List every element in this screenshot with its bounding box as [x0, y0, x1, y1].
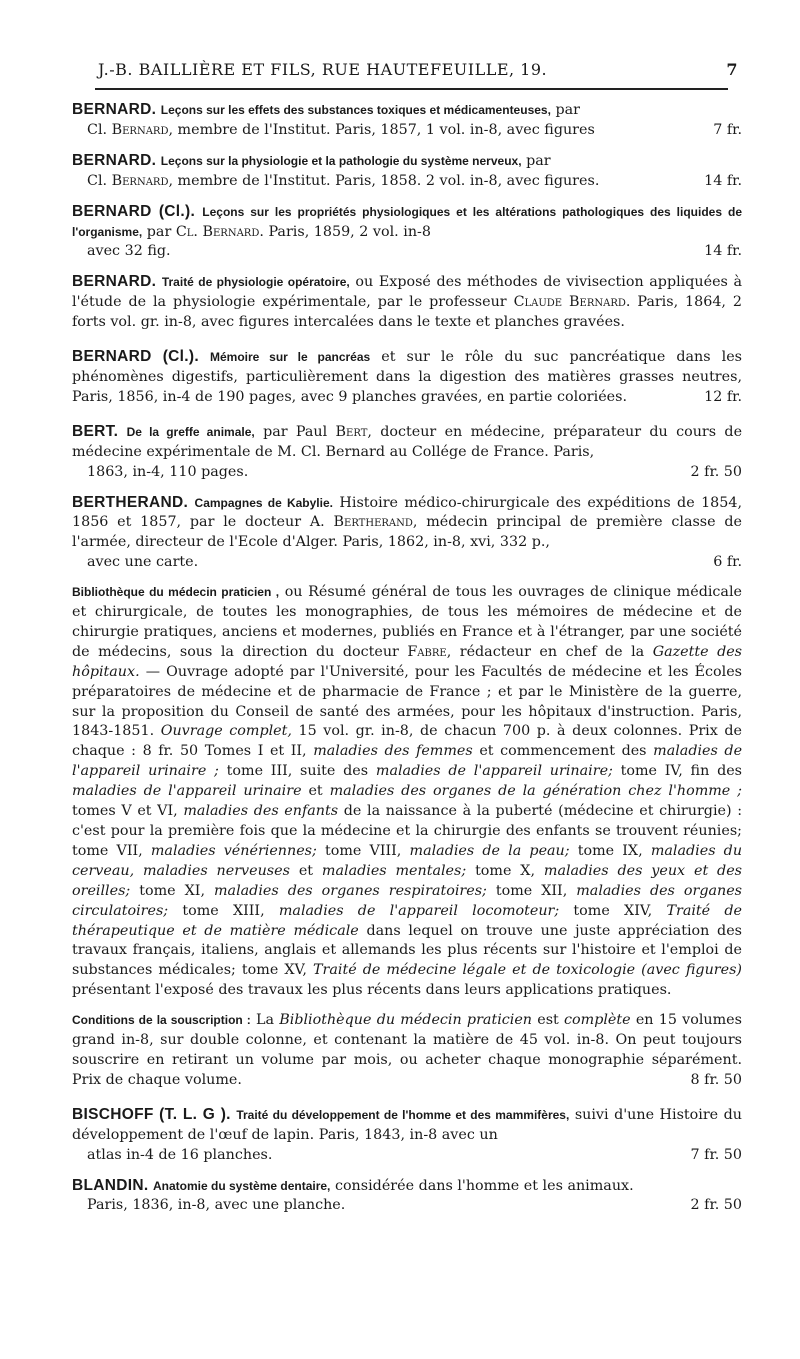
- catalogue-entry: [72, 1105, 742, 1166]
- catalogue-entry: [72, 493, 742, 574]
- conditions-heading: Conditions de la souscription :: [72, 1013, 251, 1028]
- entry-title: Leçons sur les propriétés physiologiques et les altérations pathologiques des liquides de l'organisme,: [72, 204, 742, 239]
- entry-title: Traité du développement de l'homme et des mammifères,: [236, 1107, 570, 1122]
- entry-author-name: Claude Bernard.: [513, 294, 631, 311]
- entry-price-line: [72, 121, 742, 141]
- header-rule: [95, 88, 728, 90]
- entry-price: 8 fr. 50: [690, 1071, 742, 1088]
- entry-author: BERTHERAND.: [72, 493, 189, 511]
- entry-price-line: [72, 463, 742, 483]
- entry-author: BERNARD.: [72, 273, 157, 291]
- catalogue-entry: [72, 422, 742, 483]
- entry-title: Campagnes de Kabylie.: [194, 495, 333, 510]
- entry-text: par: [555, 102, 580, 118]
- entry-price: 2 fr. 50: [690, 1197, 742, 1214]
- page-number: 7: [726, 60, 738, 79]
- entry-details: 1863, in-4, 110 pages.: [87, 463, 249, 480]
- catalogue-entry: [72, 202, 742, 263]
- entry-text: suivi d'une Histoire du développement de l'œuf de lapin. Paris, 1843, in-8 avec un: [72, 1106, 743, 1143]
- entry-text: par: [526, 152, 551, 169]
- entry-price: 2 fr. 50: [690, 463, 742, 480]
- entry-author: BERNARD (Cl.).: [72, 348, 199, 366]
- subscription-conditions: Conditions de la souscription : La Bibliothèque du médecin praticien est complète en 15 volumes grand in-8, sur double colonne, et contenant la matière de 45 vol. in-8. On peut toujours souscrire en retirant un volume par mois, ou acheter chaque monographie séparément. Prix de chaque volume. 8 fr. 50: [72, 1011, 742, 1091]
- entry-author: BISCHOFF (T. L. G ).: [72, 1105, 231, 1123]
- entry-text: et sur le rôle du suc pancréatique dans les phénomènes digestifs, particulièrement dans la digestion des matières grasses neutres, Paris, 1856, in-4 de 190 pages, avec 9 planches gravées, en partie coloriées.: [72, 349, 742, 405]
- entry-title: Traité de physiologie opératoire,: [161, 275, 350, 290]
- entry-title: Leçons sur la physiologie et la pathologie du système nerveux,: [160, 153, 522, 168]
- entry-text: Paris, 1864, 2 forts vol. gr. in-8, avec figures intercalées dans le texte et planches gravées.: [72, 294, 742, 331]
- entry-author-name: Cl. Bernard.: [175, 223, 264, 240]
- entry-text: ou Exposé des méthodes de vivisection appliquées à l'étude de la physiologie expérimentale, par le professeur: [72, 274, 742, 311]
- entry-price: 6 fr.: [713, 554, 742, 571]
- entry-title: De la greffe animale,: [126, 424, 255, 439]
- entry-author: BERNARD (Cl.).: [72, 202, 196, 220]
- entry-title: Bibliothèque du médecin praticien ,: [72, 585, 280, 600]
- catalogue-entry: [72, 272, 742, 333]
- entry-author: BERNARD.: [72, 151, 157, 169]
- catalogue-entry: [72, 347, 742, 408]
- entry-title: Anatomie du système dentaire,: [153, 1178, 331, 1193]
- entry-details: Cl. Bernard, membre de l'Institut. Paris, 1858. 2 vol. in-8, avec figures.: [87, 172, 600, 189]
- entry-text: par Paul: [263, 423, 328, 440]
- entry-price-line: [72, 1146, 742, 1166]
- entry-price: 14 fr.: [704, 243, 742, 260]
- entry-price-line: [72, 242, 742, 262]
- entry-price: 7 fr.: [713, 121, 742, 138]
- catalogue-entry: [72, 151, 742, 192]
- entry-author: BERNARD.: [72, 101, 157, 118]
- entry-price: 12 fr.: [704, 388, 742, 405]
- publisher-address: J.-B. BAILLIÈRE ET FILS, RUE HAUTEFEUILLE, 19.: [98, 60, 548, 79]
- catalogue-body: [72, 100, 742, 1226]
- entry-price-line: [72, 553, 742, 573]
- catalogue-entry: [72, 1176, 742, 1217]
- entry-details: avec une carte.: [87, 554, 199, 571]
- entry-price-line: [72, 172, 742, 192]
- entry-text: considérée dans l'homme et les animaux.: [334, 1177, 634, 1194]
- bibliotheque-entry: Bibliothèque du médecin praticien , ou Résumé général de tous les ouvrages de clinique médicale et chirurgicale, de toutes les monographies, de tous les mémoires de médecine et de chirurgie pratiques, anciens et modernes, publiés en France et à l'étranger, par une société de médecins, sous la direction du docteur Fabre, rédacteur en chef de la Gazette des hôpitaux. — Ouvrage adopté par l'Université, pour les Facultés de médecine et les Écoles préparatoires de médecine et de pharmacie de France ; et par le Ministère de la guerre, sur la proposition du Conseil de santé des armées, pour les hôpitaux d'instruction. Paris, 1843-1851. Ouvrage complet, 15 vol. gr. in-8, de chacun 700 p. à deux colonnes. Prix de chaque : 8 fr. 50 Tomes I et II, maladies des femmes et commencement des maladies de l'appareil urinaire ; tome III, suite des maladies de l'appareil urinaire; tome IV, fin des maladies de l'appareil urinaire et maladies des organes de la génération chez l'homme ; tomes V et VI, maladies des enfants de la naissance à la puberté (médecine et chirurgie) : c'est pour la première fois que la médecine et la chirurgie des enfants se trouvent réunies; tome VII, maladies vénériennes; tome VIII, maladies de la peau; tome IX, maladies du cerveau, maladies nerveuses et maladies mentales; tome X, maladies des yeux et des oreilles; tome XI, maladies des organes respiratoires; tome XII, maladies des organes circulatoires; tome XIII, maladies de l'appareil locomoteur; tome XIV, Traité de thérapeutique et de matière médicale dans lequel on trouve une juste appréciation des travaux français, italiens, anglais et allemands les plus récents sur l'histoire et l'emploi de substances médicales; tome XV, Traité de médecine légale et de toxicologie (avec figures) présentant l'exposé des travaux les plus récents dans leurs applications pratiques.: [72, 584, 743, 999]
- entry-price: 14 fr.: [704, 172, 742, 189]
- entry-author: BLANDIN.: [72, 1176, 149, 1194]
- entry-author-name: Bert,: [335, 423, 372, 440]
- catalogue-entry: [72, 100, 742, 141]
- entry-author: BERT.: [72, 422, 119, 440]
- running-header: [98, 60, 738, 82]
- entry-title: Mémoire sur le pancréas: [209, 350, 371, 365]
- entry-details: Cl. Bernard, membre de l'Institut. Paris, 1857, 1 vol. in-8, avec figures: [87, 121, 595, 138]
- entry-text: Paris, 1859, 2 vol. in-8: [268, 223, 431, 240]
- entry-price-line: [72, 1196, 742, 1216]
- entry-title: Leçons sur les effets des substances toxiques et médicamenteuses,: [160, 103, 551, 117]
- entry-text: par: [146, 223, 172, 240]
- entry-details: Paris, 1836, in-8, avec une planche.: [87, 1197, 346, 1214]
- entry-text: médecin principal de première classe de l'armée, directeur de l'Ecole d'Alger. Paris, 1862, in-8, xvi, 332 p.,: [72, 514, 743, 551]
- entry-details: avec 32 fig.: [87, 243, 171, 260]
- entry-text: Histoire médico-chirurgicale des expéditions de 1854, 1856 et 1857, par le docteur A.: [72, 494, 743, 531]
- entry-price: 7 fr. 50: [690, 1146, 742, 1163]
- entry-author-name: Bertherand,: [333, 514, 418, 531]
- entry-details: atlas in-4 de 16 planches.: [87, 1146, 273, 1163]
- entry-text: docteur en médecine, préparateur du cours de médecine expérimentale de M. Cl. Bernard au Collége de France. Paris,: [72, 423, 743, 460]
